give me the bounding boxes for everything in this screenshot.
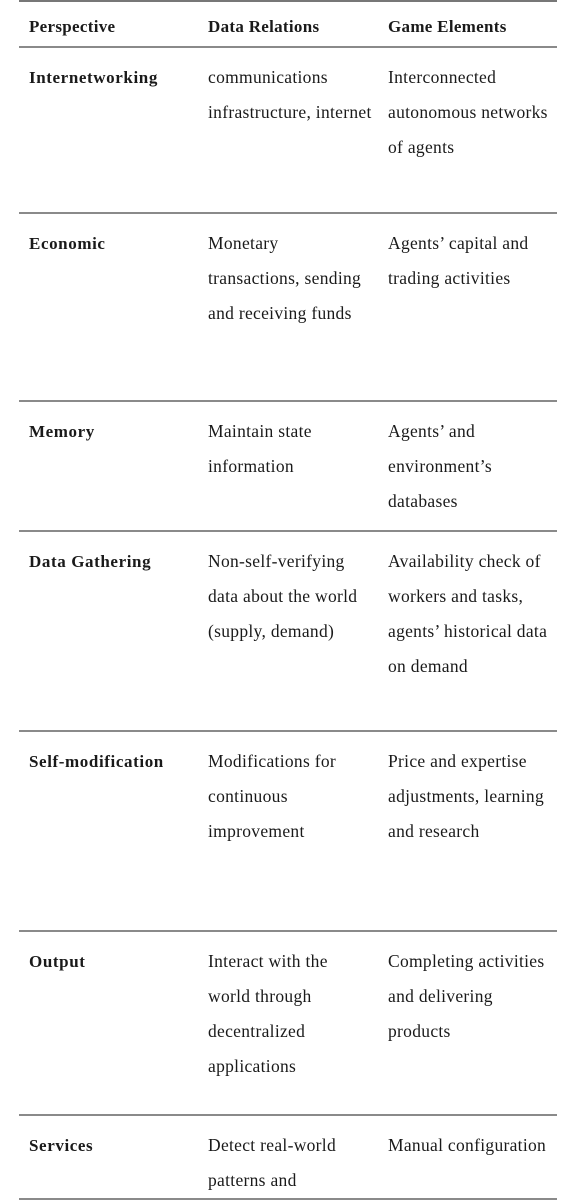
table-row	[19, 47, 557, 213]
cell-data-relations: Detect real-world patterns and	[198, 1115, 378, 1199]
cell-data-relations: Interact with the world through decentralized applications	[198, 931, 378, 1115]
cell-game-elements: Interconnected autonomous networks of agents	[378, 47, 557, 213]
cell-game-elements: Price and expertise adjustments, learning and research	[378, 731, 557, 931]
table-row	[19, 401, 557, 531]
cell-data-relations: Maintain state information	[198, 401, 378, 531]
cell-data-relations: Modifications for continuous improvement	[198, 731, 378, 931]
cell-perspective: Memory	[19, 401, 198, 531]
header-game-elements: Game Elements	[378, 2, 557, 47]
cell-game-elements: Agents’ capital and trading activities	[378, 213, 557, 401]
cell-perspective: Output	[19, 931, 198, 1115]
cell-data-relations: communications infrastructure, internet	[198, 47, 378, 213]
cell-perspective: Data Gathering	[19, 531, 198, 731]
cell-data-relations: Non-self-verifying data about the world (supply, demand)	[198, 531, 378, 731]
header-data-relations: Data Relations	[198, 2, 378, 47]
cell-data-relations: Monetary transactions, sending and receiving funds	[198, 213, 378, 401]
table-row	[19, 531, 557, 731]
perspectives-table	[19, 2, 557, 1200]
table-row	[19, 213, 557, 401]
table-header-row	[19, 2, 557, 47]
cell-game-elements: Manual configuration	[378, 1115, 557, 1199]
cell-game-elements: Agents’ and environment’s databases	[378, 401, 557, 531]
cell-perspective: Internetworking	[19, 47, 198, 213]
table-row	[19, 731, 557, 931]
cell-game-elements: Availability check of workers and tasks, agents’ historical data on demand	[378, 531, 557, 731]
cell-perspective: Self-modification	[19, 731, 198, 931]
cell-perspective: Economic	[19, 213, 198, 401]
table-row	[19, 1115, 557, 1199]
cell-game-elements: Completing activities and delivering products	[378, 931, 557, 1115]
table-row	[19, 931, 557, 1115]
header-perspective: Perspective	[19, 2, 198, 47]
cell-perspective: Services	[19, 1115, 198, 1199]
